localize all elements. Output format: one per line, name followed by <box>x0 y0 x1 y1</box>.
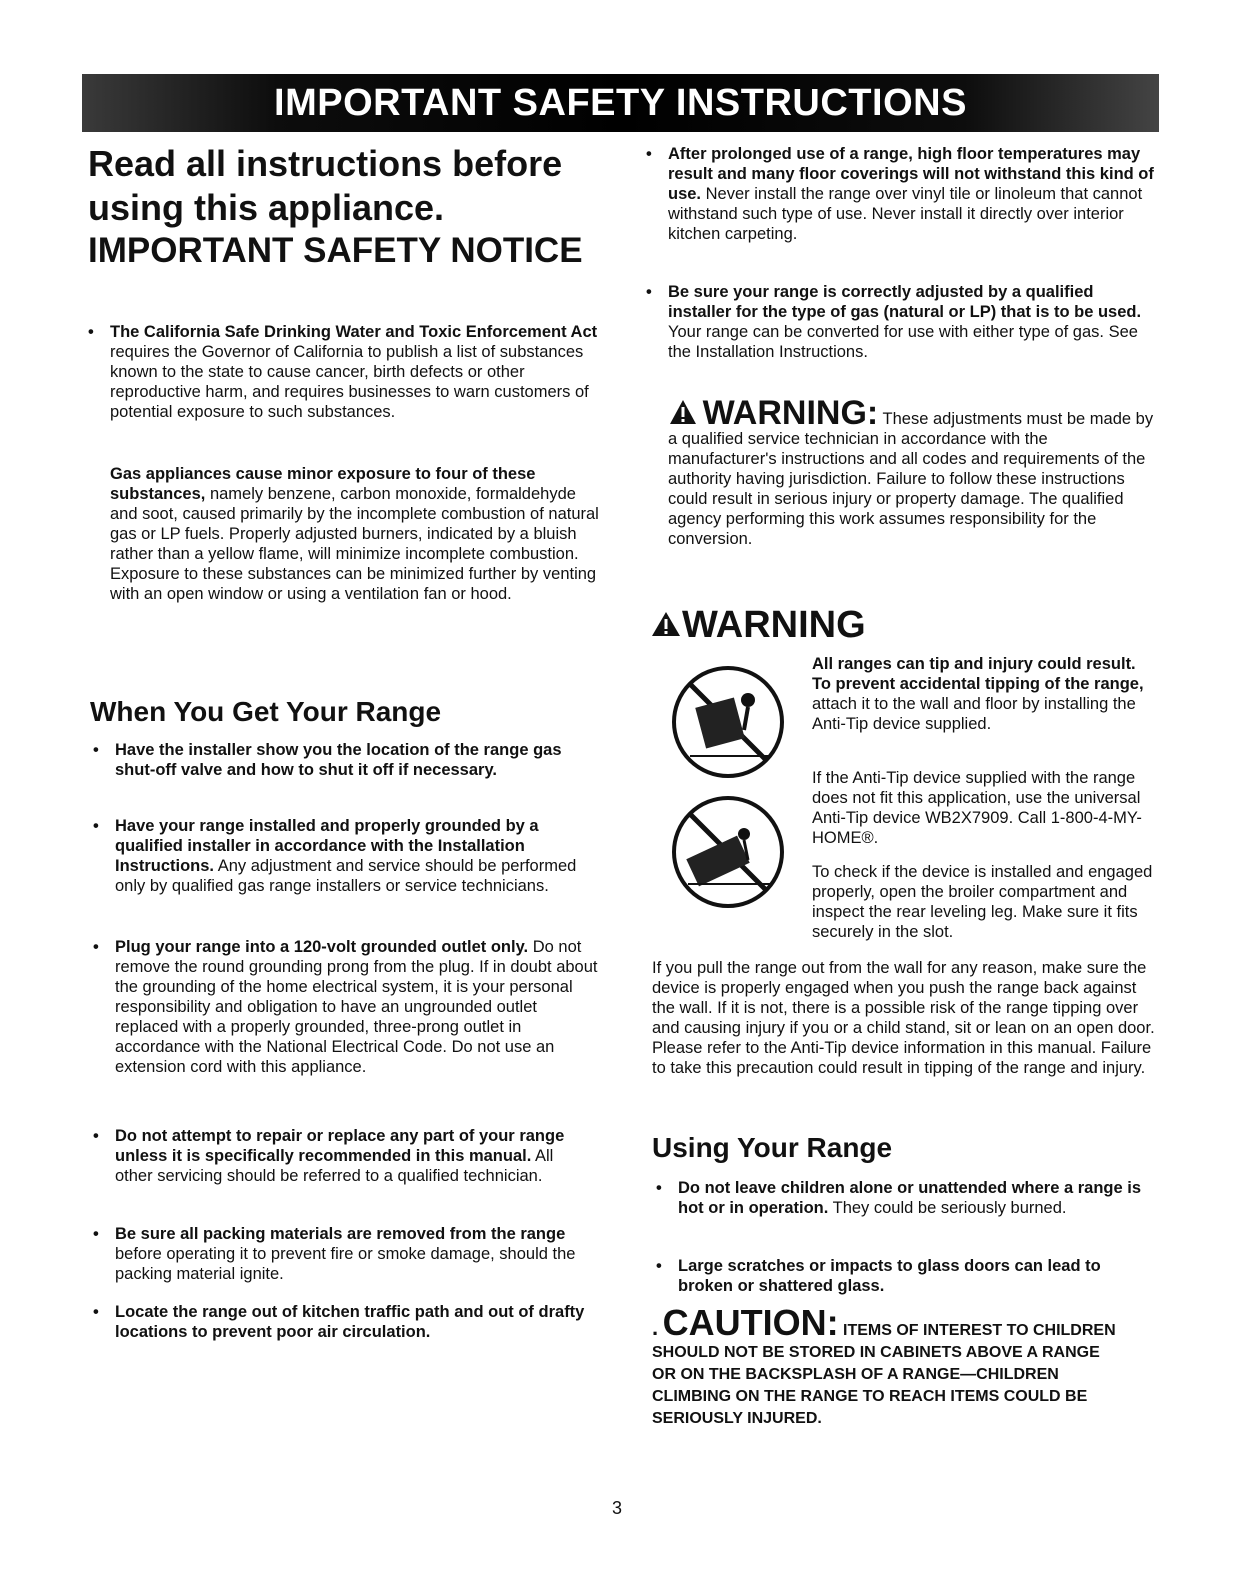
range-tip-icon <box>660 660 796 784</box>
heading-read-instructions: Read all instructions before using this appliance. <box>88 143 563 228</box>
tip-warning-text <box>812 654 1157 734</box>
warning-heading-label: WARNING <box>682 604 866 646</box>
warning-text: These adjustments must be made by a qualified service technician in accordance with the manufacturer's instructions and all codes and requirements of the authority having jurisdiction. Failure to follow these instructions could result in serious injury or property damage. The qualified agency performing this work assumes responsibility for the conversion. <box>668 410 1154 548</box>
bullet-bold: Be sure all packing materials are removed from the range <box>115 1225 566 1243</box>
gas-text: namely benzene, carbon monoxide, formaldehyde and soot, caused primarily by the incomplete combustion of natural gas or LP fuels. Properly adjusted burners, indicated by a bluish rather than a yellow flame, will minimize incomplete combustion. Exposure to these substances can be minimized further by venting with an open window or using a ventilation fan or hood. <box>110 485 599 603</box>
warning-heading <box>650 604 866 647</box>
california-text: requires the Governor of California to publish a list of substances known to the state to cause cancer, birth defects or other reproductive harm, and requires businesses to warn customers of potential exposure to such substances. <box>110 343 589 421</box>
caution-notice: . CAUTION: ITEMS OF INTEREST TO CHILDREN SHOULD NOT BE STORED IN CABINETS ABOVE A RANGE OR ON THE BACKSPLASH OF A RANGE—CHILDREN CLIMBING ON THE RANGE TO REACH ITEMS COULD BE SERIOUSLY INJURED. <box>652 1302 1116 1427</box>
heading-safety-notice: IMPORTANT SAFETY NOTICE <box>88 231 583 270</box>
warning-inline <box>668 394 1158 549</box>
list-item: • Have the installer show you the location of the range gas shut-off valve and how to shut it off if necessary. <box>93 741 562 779</box>
tip-bold: All ranges can tip and injury could result. To prevent accidental tipping of the range, <box>812 655 1144 693</box>
list-item: • After prolonged use of a range, high floor temperatures may result and many floor coverings will not withstand this kind of use. Never install the range over vinyl tile or linoleum that cannot withstand such type of use. Never install it directly over interior kitchen carpeting. <box>646 145 1154 243</box>
bullet-bold: Have the installer show you the location of the range gas shut-off valve and how to shut it off if necessary. <box>115 741 562 779</box>
warning-label: WARNING: <box>702 394 879 432</box>
page-banner: IMPORTANT SAFETY INSTRUCTIONS <box>82 74 1159 132</box>
tip-text-2: If the Anti-Tip device supplied with the range does not fit this application, use the universal Anti-Tip device WB2X7909. Call 1-800-4-MY-HOME®. <box>812 769 1142 847</box>
gas-bold: Gas appliances cause minor exposure to four of these substances, <box>110 465 536 503</box>
anti-tip-icon <box>660 790 796 914</box>
list-item: • Have your range installed and properly grounded by a qualified installer in accordance with the Installation Instructions. Any adjustment and service should be performed only by qualified gas range installers or service technicians. <box>93 817 577 895</box>
list-item: • Do not attempt to repair or replace any part of your range unless it is specifically recommended in this manual. All other servicing should be referred to a qualified technician. <box>93 1127 565 1185</box>
tip-text-1: attach it to the wall and floor by installing the Anti-Tip device supplied. <box>812 695 1136 733</box>
bullet-text: Never install the range over vinyl tile or linoleum that cannot withstand such type of use. Never install it directly over interior kitchen carpeting. <box>668 185 1143 243</box>
bullet-text: Any adjustment and service should be performed only by qualified gas range installers or service technicians. <box>115 857 577 895</box>
bullet-text: All other servicing should be referred to a qualified technician. <box>115 1147 554 1185</box>
bullet-text: Do not remove the round grounding prong from the plug. If in doubt about the grounding of the home electrical system, it is your personal responsibility and obligation to have an ungrounded outlet replaced with a properly grounded, three-prong outlet in accordance with the National Electrical Code. Do not use an extension cord with this appliance. <box>115 938 598 1076</box>
list-item: • Plug your range into a 120-volt grounded outlet only. Do not remove the round grounding prong from the plug. If in doubt about the grounding of the home electrical system, it is your personal responsibility and obligation to have an ungrounded outlet replaced with a properly grounded, three-prong outlet in accordance with the National Electrical Code. Do not use an extension cord with this appliance. <box>93 938 598 1076</box>
bullet-text: before operating it to prevent fire or smoke damage, should the packing material ignite. <box>115 1245 576 1283</box>
heading-when-you-get: When You Get Your Range <box>90 696 442 727</box>
warning-triangle-icon <box>668 398 698 426</box>
list-item: • Large scratches or impacts to glass doors can lead to broken or shattered glass. <box>656 1257 1101 1295</box>
gas-notice <box>110 464 600 604</box>
list-item: • Be sure your range is correctly adjusted by a qualified installer for the type of gas (natural or LP) that is to be used. Your range can be converted for use with either type of gas. See the Installation Instructions. <box>646 283 1142 361</box>
bullet-text: They could be seriously burned. <box>828 1199 1067 1217</box>
bullet-bold: Do not leave children alone or unattended where a range is hot or in operation. <box>678 1179 1142 1217</box>
california-notice: • The California Safe Drinking Water and Toxic Enforcement Act requires the Governor of California to publish a list of substances known to the state to cause cancer, birth defects or other reproductive harm, and requires businesses to warn customers of potential exposure to such substances. <box>88 323 598 421</box>
list-item: • Locate the range out of kitchen traffic path and out of drafty locations to prevent poor air circulation. <box>93 1303 585 1341</box>
tip-text-3: To check if the device is installed and engaged properly, open the broiler compartment and inspect the rear leveling leg. Make sure it fits securely in the slot. <box>812 863 1153 941</box>
bullet-bold: Locate the range out of kitchen traffic path and out of drafty locations to prevent poor air circulation. <box>115 1303 585 1341</box>
bullet-bold: Plug your range into a 120-volt grounded outlet only. <box>115 938 529 956</box>
caution-label: CAUTION: <box>662 1302 839 1343</box>
warning-triangle-icon <box>650 610 682 638</box>
list-item: • Be sure all packing materials are removed from the range before operating it to prevent fire or smoke damage, should the packing material ignite. <box>93 1225 576 1283</box>
bullet-bold: Do not attempt to repair or replace any part of your range unless it is specifically recommended in this manual. <box>115 1127 565 1165</box>
heading-using-your-range: Using Your Range <box>652 1132 893 1163</box>
bullet-bold: After prolonged use of a range, high floor temperatures may result and many floor coverings will not withstand this kind of use. <box>668 145 1154 203</box>
california-bold: The California Safe Drinking Water and Toxic Enforcement Act <box>110 323 598 341</box>
caution-text: ITEMS OF INTEREST TO CHILDREN SHOULD NOT BE STORED IN CABINETS ABOVE A RANGE OR ON THE BACKSPLASH OF A RANGE—CHILDREN CLIMBING ON THE RANGE TO REACH ITEMS COULD BE SERIOUSLY INJURED. <box>652 1322 1116 1427</box>
bullet-bold: Have your range installed and properly grounded by a qualified installer in accordance with the Installation Instructions. <box>115 817 539 875</box>
list-item: • Do not leave children alone or unattended where a range is hot or in operation. They could be seriously burned. <box>656 1179 1142 1217</box>
bullet-bold: Be sure your range is correctly adjusted by a qualified installer for the type of gas (natural or LP) that is to be used. <box>668 283 1142 321</box>
page-number: 3 <box>612 1498 623 1518</box>
tip-text-4: If you pull the range out from the wall for any reason, make sure the device is properly engaged when you push the range back against the wall. If it is not, there is a possible risk of the range tipping over and causing injury if you or a child stand, sit or lean on an open door. Please refer to the Anti-Tip device information in this manual. Failure to take this precaution could result in tipping of the range and injury. <box>652 959 1155 1077</box>
bullet-bold: Large scratches or impacts to glass doors can lead to broken or shattered glass. <box>678 1257 1101 1295</box>
bullet-text: Your range can be converted for use with either type of gas. See the Installation Instructions. <box>668 323 1138 361</box>
